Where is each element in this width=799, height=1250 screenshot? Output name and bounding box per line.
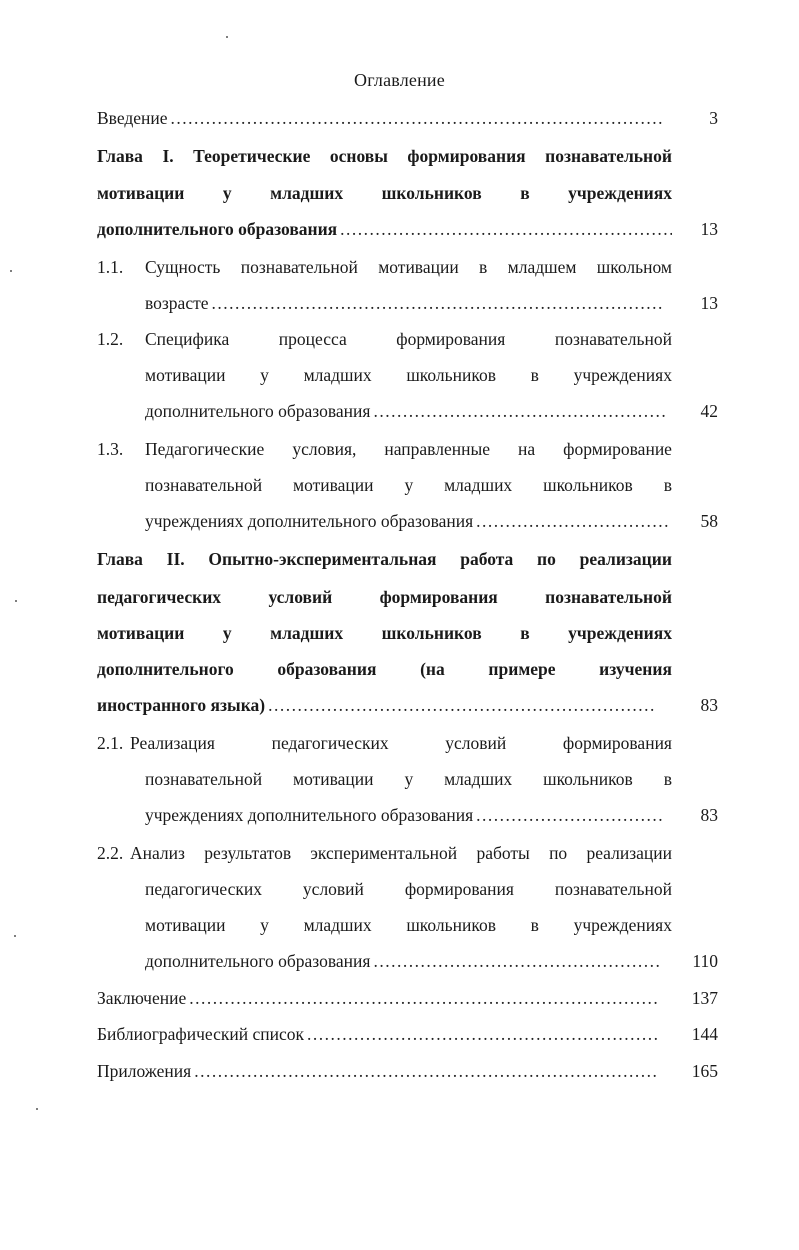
word: на — [517, 439, 536, 459]
word: мотивации — [378, 257, 459, 277]
word: реализации — [579, 549, 672, 569]
page-number: 58 — [700, 511, 718, 531]
word: школьников — [381, 623, 482, 643]
word: мотивации — [293, 475, 374, 495]
word: Анализ — [130, 843, 185, 863]
scan-speck — [15, 600, 17, 602]
word: педагогических — [271, 733, 389, 753]
word: младших — [270, 183, 344, 203]
word: в — [530, 915, 539, 935]
page-number: 83 — [700, 695, 718, 715]
dot-leader — [340, 216, 672, 242]
word: учреждениях — [568, 183, 672, 203]
word: примере — [488, 659, 556, 679]
word: условий — [302, 879, 364, 899]
section-number: 2.1. — [97, 733, 124, 753]
dot-leader — [212, 290, 662, 316]
word: I. — [162, 146, 174, 166]
chapter-2-title-line[interactable] — [97, 656, 672, 682]
word: педагогических — [145, 879, 262, 899]
word: формирования — [404, 879, 514, 899]
section-2-2-line[interactable] — [145, 876, 672, 902]
word: в — [530, 365, 539, 385]
word: в — [663, 475, 672, 495]
word: младших — [270, 623, 344, 643]
section-1-3-line[interactable] — [145, 472, 672, 498]
section-number: 1.1. — [97, 257, 124, 277]
chapter-2-title-line[interactable] — [97, 584, 672, 610]
word: познавательной — [545, 587, 672, 607]
toc-entry-text: Приложения — [97, 1061, 192, 1081]
toc-entry-intro[interactable] — [97, 105, 662, 131]
section-1-2-line[interactable] — [145, 326, 672, 352]
scan-speck — [10, 270, 12, 272]
word: Опытно-экспериментальная — [208, 549, 437, 569]
page-number: 13 — [700, 293, 718, 313]
dot-leader — [194, 1058, 659, 1084]
word: познавательной — [545, 146, 672, 166]
page-number: 3 — [709, 108, 718, 128]
chapter-1-title-line[interactable] — [97, 216, 672, 242]
page-number: 165 — [691, 1061, 718, 1081]
dot-leader — [307, 1021, 659, 1047]
word: школьников — [543, 475, 633, 495]
chapter-2-title-line[interactable] — [97, 546, 672, 572]
word: у — [222, 183, 232, 203]
word: Глава — [97, 549, 143, 569]
word: Сущность — [145, 257, 221, 277]
word: Реализация — [130, 733, 215, 753]
section-1-2-line[interactable] — [145, 362, 672, 388]
chapter-2-title-line[interactable] — [97, 692, 657, 718]
word: у — [404, 475, 414, 495]
toc-entry-text: дополнительного образования — [145, 951, 371, 971]
dot-leader — [171, 105, 662, 131]
word: в — [663, 769, 672, 789]
toc-entry-text: учреждениях дополнительного образования — [145, 511, 474, 531]
word: у — [260, 365, 269, 385]
word: познавательной — [145, 475, 263, 495]
word: в — [520, 623, 530, 643]
word: учреждениях — [573, 915, 672, 935]
page-number: 13 — [700, 219, 718, 239]
word: младших — [444, 769, 513, 789]
word: мотивации — [97, 623, 185, 643]
word: учреждениях — [573, 365, 672, 385]
section-2-2-line[interactable] — [145, 948, 659, 974]
section-2-2-line[interactable] — [145, 912, 672, 938]
word: формирования — [562, 733, 672, 753]
word: младших — [303, 915, 372, 935]
section-2-1-line[interactable] — [145, 766, 672, 792]
word: школьников — [406, 365, 496, 385]
word: познавательной — [554, 879, 672, 899]
section-number: 2.2. — [97, 843, 124, 863]
section-1-1-line[interactable] — [145, 254, 672, 280]
word: Теоретические — [193, 146, 311, 166]
word: у — [260, 915, 269, 935]
chapter-1-title-line[interactable] — [97, 143, 672, 169]
toc-heading: Оглавление — [354, 70, 445, 90]
dot-leader — [476, 802, 663, 828]
toc-entry-text: иностранного языка) — [97, 695, 266, 715]
toc-entry-text: Библиографический список — [97, 1024, 305, 1044]
word: Глава — [97, 146, 143, 166]
word: мотивации — [145, 365, 226, 385]
word: условий — [268, 587, 333, 607]
word: дополнительного — [97, 659, 234, 679]
word: у — [404, 769, 414, 789]
word: образования — [277, 659, 377, 679]
word: процесса — [278, 329, 347, 349]
word: по — [549, 843, 568, 863]
word: в — [479, 257, 488, 277]
word: младшем — [507, 257, 577, 277]
word: формирования — [396, 329, 506, 349]
chapter-1-title-line[interactable] — [97, 180, 672, 206]
word: результатов — [204, 843, 292, 863]
dot-leader — [373, 948, 659, 974]
section-2-2-line[interactable] — [130, 840, 672, 866]
word: учреждениях — [568, 623, 672, 643]
word: изучения — [599, 659, 672, 679]
scan-speck — [36, 1108, 38, 1110]
word: младших — [303, 365, 372, 385]
word: реализации — [586, 843, 672, 863]
word: работы — [476, 843, 530, 863]
page-number: 83 — [700, 805, 718, 825]
word: мотивации — [97, 183, 185, 203]
section-1-3-line[interactable] — [145, 436, 672, 462]
scan-speck — [14, 935, 16, 937]
toc-entry-text: Введение — [97, 108, 168, 128]
word: по — [537, 549, 556, 569]
page-number: 110 — [692, 951, 718, 971]
page-number: 137 — [691, 988, 718, 1008]
toc-entry-bibliography[interactable] — [97, 1021, 659, 1047]
section-1-3-line[interactable] — [145, 508, 669, 534]
toc-entry-text: возрасте — [145, 293, 209, 313]
toc-entry-text: учреждениях дополнительного образования — [145, 805, 474, 825]
word: познавательной — [145, 769, 263, 789]
word: познавательной — [554, 329, 672, 349]
word: школьников — [406, 915, 496, 935]
section-number: 1.2. — [97, 329, 124, 349]
dot-leader — [189, 985, 659, 1011]
toc-entry-conclusion[interactable] — [97, 985, 659, 1011]
section-1-2-line[interactable] — [145, 398, 667, 424]
section-2-1-line[interactable] — [145, 802, 663, 828]
section-number: 1.3. — [97, 439, 124, 459]
word: (на — [420, 659, 445, 679]
toc-entry-text: Заключение — [97, 988, 187, 1008]
word: познавательной — [240, 257, 358, 277]
word: школьном — [596, 257, 672, 277]
word: Специфика — [145, 329, 230, 349]
section-1-1-line[interactable] — [145, 290, 662, 316]
toc-entry-text: дополнительного образования — [97, 219, 338, 239]
word: школьников — [381, 183, 482, 203]
word: направленные — [384, 439, 490, 459]
word: у — [222, 623, 232, 643]
word: формирование — [563, 439, 672, 459]
word: условий — [445, 733, 507, 753]
page-number: 144 — [691, 1024, 718, 1044]
word: школьников — [543, 769, 633, 789]
chapter-2-title-line[interactable] — [97, 620, 672, 646]
word: условия, — [292, 439, 357, 459]
word: педагогических — [97, 587, 222, 607]
word: основы — [329, 146, 388, 166]
section-2-1-line[interactable] — [130, 730, 672, 756]
word: мотивации — [145, 915, 226, 935]
word: формирования — [407, 146, 526, 166]
word: мотивации — [293, 769, 374, 789]
word: младших — [444, 475, 513, 495]
scan-speck — [226, 36, 228, 38]
dot-leader — [476, 508, 669, 534]
word: Педагогические — [145, 439, 265, 459]
word: экспериментальной — [310, 843, 458, 863]
dot-leader — [373, 398, 667, 424]
page-number: 42 — [700, 401, 718, 421]
word: в — [520, 183, 530, 203]
word: формирования — [379, 587, 498, 607]
dot-leader — [268, 692, 657, 718]
word: работа — [460, 549, 514, 569]
word: II. — [166, 549, 185, 569]
toc-entry-appendices[interactable] — [97, 1058, 659, 1084]
toc-entry-text: дополнительного образования — [145, 401, 371, 421]
